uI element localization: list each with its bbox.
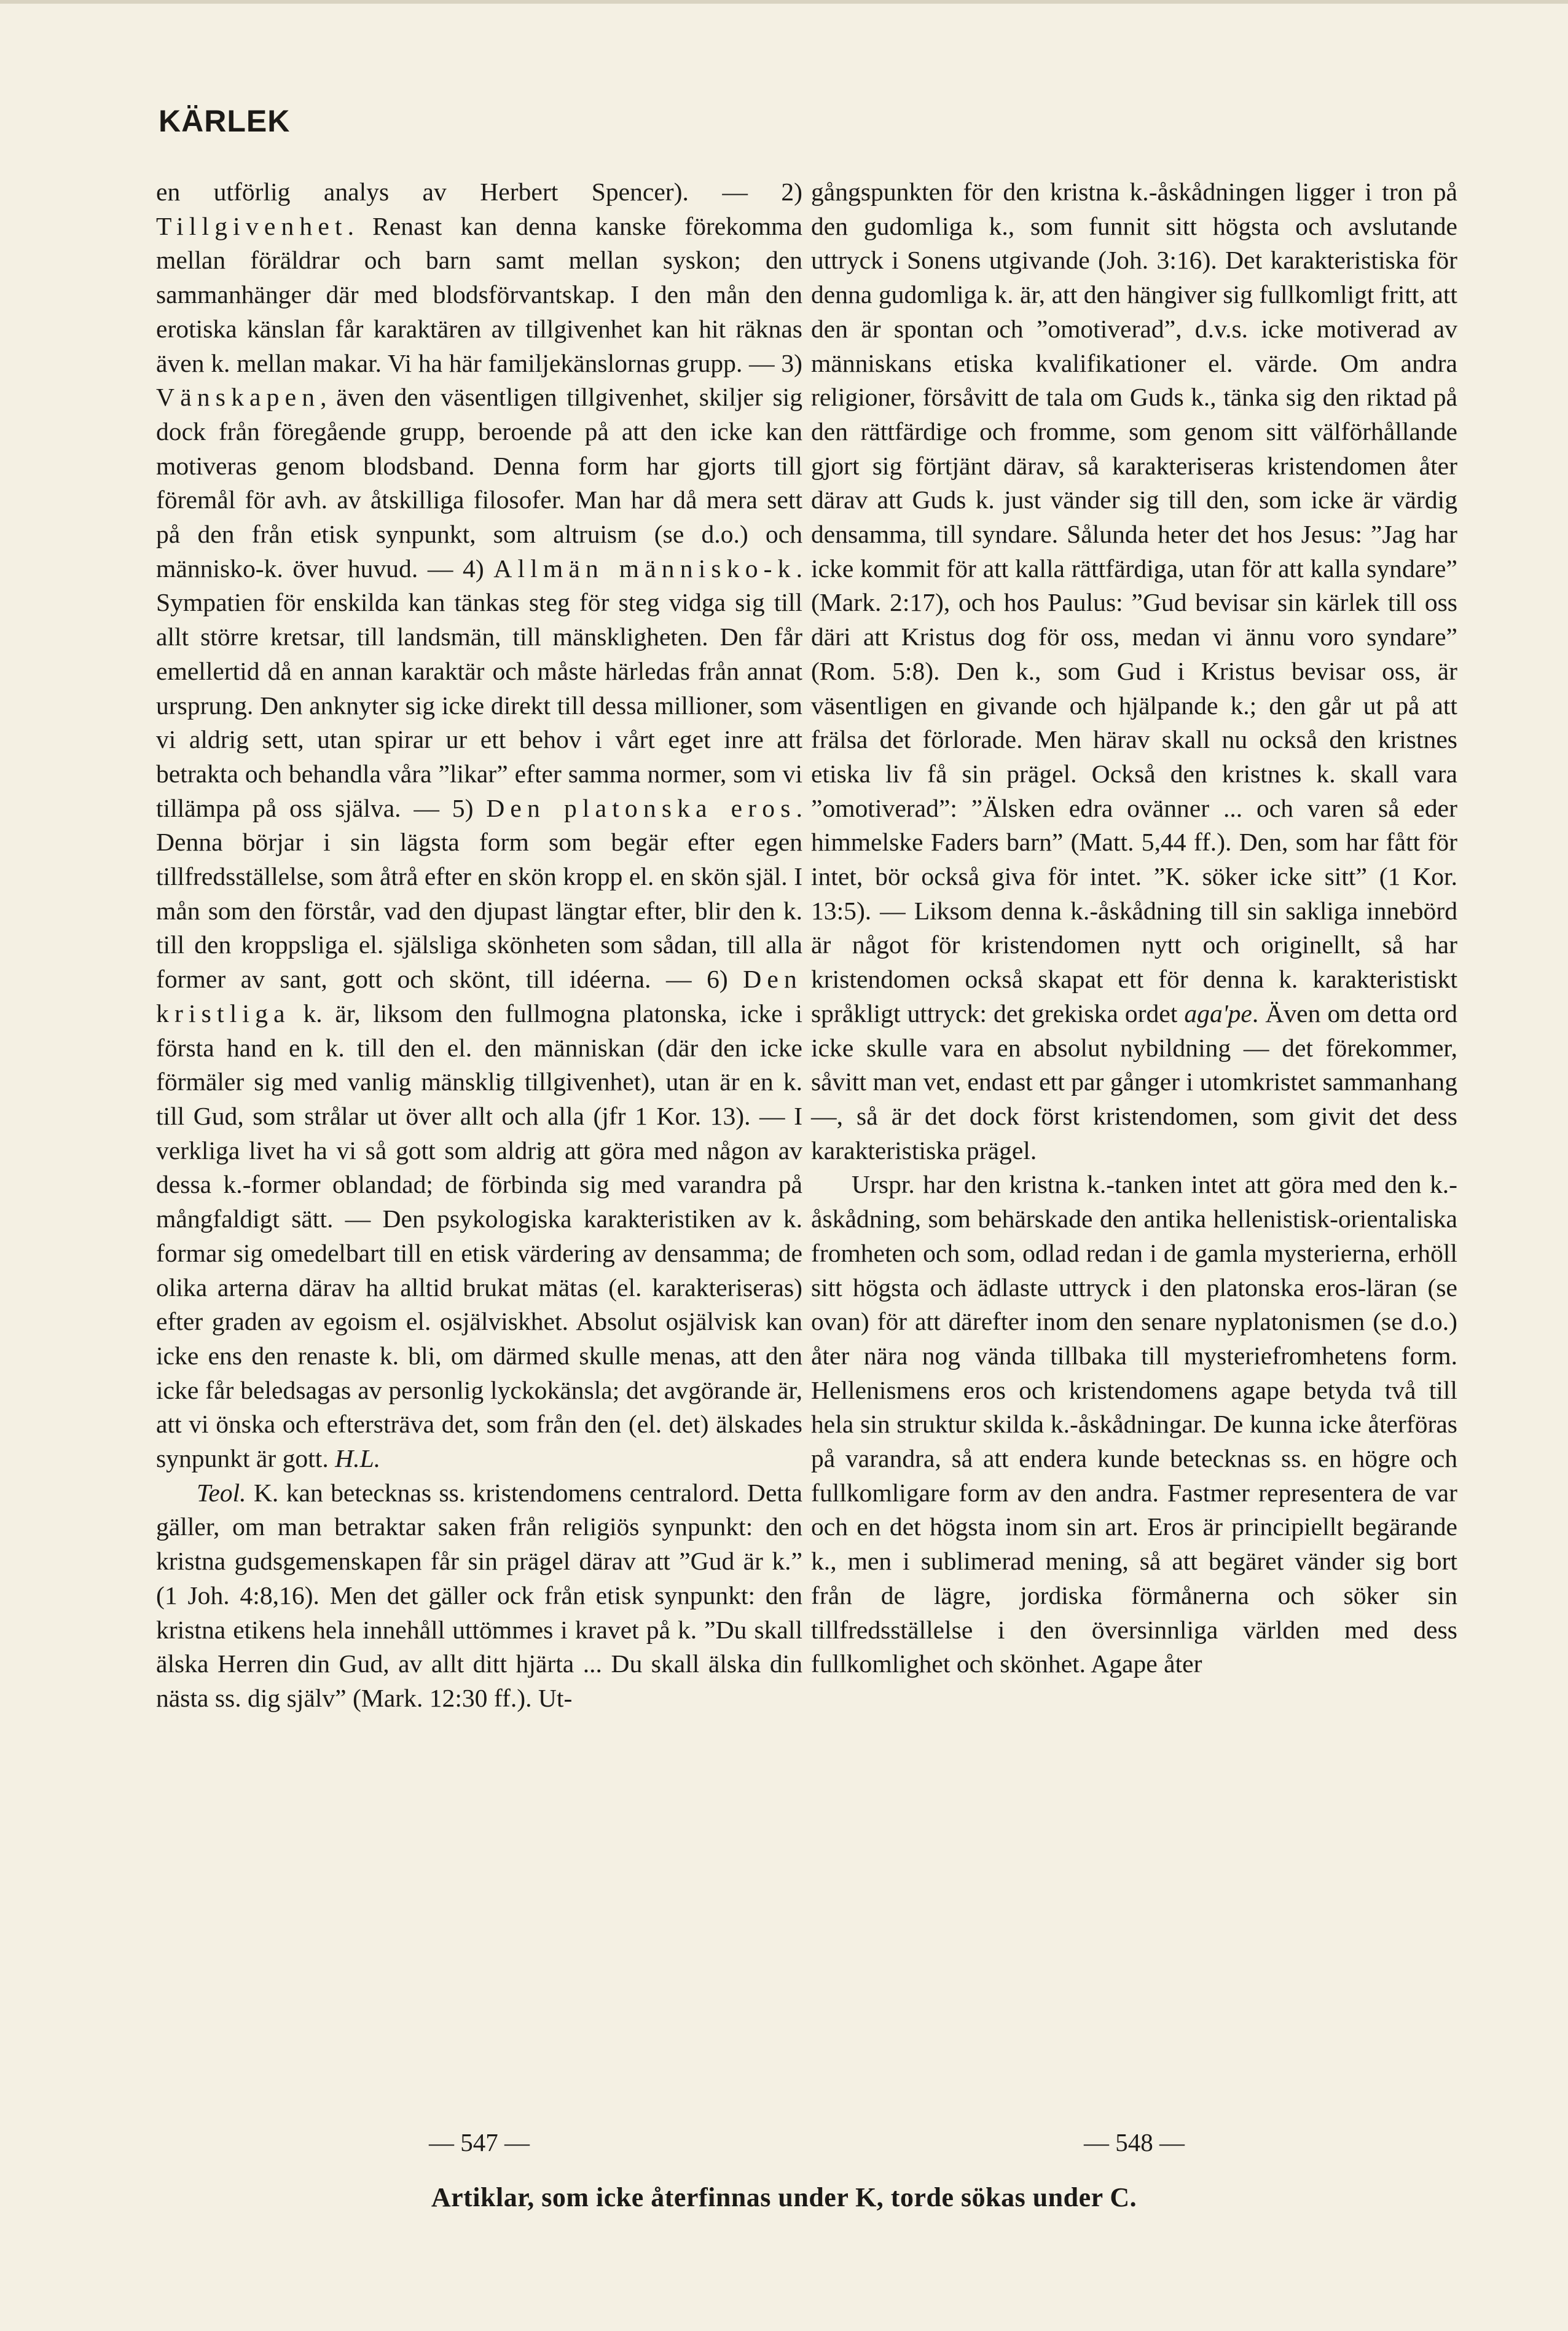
left-column (156, 175, 802, 1716)
paragraph-theology: Teol. K. kan betecknas ss. kristendomens centralord. Detta gäller, om man betraktar saken från religiös synpunkt: den kristna gudsgemenskapen får sin prägel därav att ”Gud är k.” (1 Joh. 4:8,16). Men det gäller ock från etisk synpunkt: den kristna etikens hela innehåll uttömmes i kravet på k. ”Du skall älska Herren din Gud, av allt ditt hjärta ... Du skall älska din nästa ss. dig själv” (Mark. 12:30 ff.). Ut- (156, 1478, 802, 1712)
page-number-left: — 547 — (429, 2128, 530, 2156)
term-vanskapen: Vänskapen (156, 383, 321, 412)
paragraph-eros-agape: Urspr. har den kristna k.-tanken intet att göra med den k.-åskådning, som behärskade den antika hellenistisk-orientaliska fromheten och som, odlad redan i de gamla mysterierna, erhöll sitt högsta och ädlaste uttryck i den platonska eros-läran (se ovan) för att därefter inom den senare nyplatonismen (se d.o.) åter nära nog vända tillbaka till mysteriefromhetens form. Hellenismens eros och kristendomens agape betyda två till hela sin struktur skilda k.-åskådningar. De kunna icke återföras på varandra, så att endera kunde betecknas ss. en högre och fullkomligare form av den andra. Fastmer representera de var och en det högsta inom sin art. Eros är principiellt begärande k., men i sublimerad mening, så att begäret vänder sig bort från de lägre, jordiska förmånerna och söker sin tillfredsställelse i den översinnliga världen med dess fullkomlighet och skönhet. Agape åter (811, 1170, 1457, 1678)
term-allman-manniskokarlek: Allmän människo-k (493, 554, 796, 583)
term-agape: aga'pe (1184, 999, 1252, 1028)
author-signature: H.L. (335, 1444, 381, 1473)
term-kristliga: Den kristliga (156, 965, 802, 1028)
paragraph-christian-love: gångspunkten för den kristna k.-åskådningen ligger i tron på den gudomliga k., som funnit sitt högsta och avslutande uttryck i Sonens utgivande (Joh. 3:16). Det karakteristiska för denna gudomliga k. är, att den hängiver sig fullkomligt fritt, att den är spontan och ”omotiverad”, d.v.s. icke motiverad av människans etiska kvalifikationer el. värde. Om andra religioner, försåvitt de tala om Guds k., tänka sig den riktad på den rättfärdige och fromme, som genom sitt välförhållande gjort sig förtjänt därav, så karakteriseras kristendomen åter därav att Guds k. just vänder sig till den, som icke är värdig densamma, till syndare. Sålunda heter det hos Jesus: ”Jag har icke kommit för att kalla rättfärdiga, utan för att kalla syndare” (Mark. 2:17), och hos Paulus: ”Gud bevisar sin kärlek till oss däri att Kristus dog för oss, medan vi ännu voro syndare” (Rom. 5:8). Den k., som Gud i Kristus bevisar oss, är väsentligen en givande och hjälpande k.; den går ut på att frälsa det förlorade. Men härav skall nu också den kristnes etiska liv få sin prägel. Också den kristnes k. skall vara ”omotiverad”: ”Älsken edra ovänner ... och varen så eder himmelske Faders barn” (Matt. 5,44 ff.). Den, som har fått för intet, bör också giva för intet. ”K. söker icke sitt” (1 Kor. 13:5). — Liksom denna k.-åskådning till sin sakliga innebörd är något för kristendomen nytt och originellt, så har kristendomen också skapat ett för denna k. karakteristiskt språkligt uttryck: det grekiska ordet aga'pe. Även om detta ord icke skulle vara en absolut nybildning — det förekommer, såvitt man vet, endast ett par gånger i utomkristet sammanhang —, så är det dock först kristendomen, som givit det dess karakteristiska prägel. (811, 178, 1457, 1165)
footer-note: Artiklar, som icke återfinnas under K, torde sökas under C. (431, 2182, 1137, 2212)
top-edge (0, 0, 1568, 4)
page-number-right: — 548 — (1084, 2128, 1185, 2156)
term-tillgivenhet: Tillgivenhet (156, 211, 348, 240)
running-head: KÄRLEK (159, 104, 291, 138)
section-label-teol: Teol. (197, 1478, 246, 1507)
paragraph-psychology: en utförlig analys av Herbert Spencer). — 2) Tillgivenhet. Renast kan denna kanske förekomma mellan föräldrar och barn samt mellan syskon; den sammanhänger där med blodsförvantskap. I den mån den erotiska känslan får karaktären av tillgivenhet kan hit räknas även k. mellan makar. Vi ha här familjekänslornas grupp. — 3) Vänskapen, även den väsentligen tillgivenhet, skiljer sig dock från föregående grupp, beroende på att den icke kan motiveras genom blodsband. Denna form har gjorts till föremål för avh. av åtskilliga filosofer. Man har då mera sett på den från etisk synpunkt, som altruism (se d.o.) och människo-k. över huvud. — 4) Allmän människo-k. Sympatien för enskilda kan tänkas steg för steg vidga sig till allt större kretsar, till landsmän, till mänskligheten. Den får emellertid då en annan karaktär och måste härledas från annat ursprung. Den anknyter sig icke direkt till dessa millioner, som vi aldrig sett, utan spirar ur ett behov i vårt eget inre att betrakta och behandla våra ”likar” efter samma normer, som vi tillämpa på oss själva. — 5) Den platonska eros. Denna börjar i sin lägsta form som begär efter egen tillfredsställelse, som åtrå efter en skön kropp el. en skön själ. I mån som den förstår, vad den djupast längtar efter, blir den k. till den kroppsliga el. själsliga skönheten som sådan, till alla former av sant, gott och skönt, till idéerna. — 6) Den kristliga k. är, liksom den fullmogna platonska, icke i första hand en k. till den el. den människan (där den icke förmäler sig med vanlig mänsklig tillgivenhet), utan är en k. till Gud, som strålar ut över allt och alla (jfr 1 Kor. 13). — I verkliga livet ha vi så gott som aldrig att göra med någon av dessa k.-former oblandad; de förbinda sig med varandra på mångfaldigt sätt. — Den psykologiska karakteristiken av k. formar sig omedelbart till en etisk värdering av densamma; de olika arterna därav ha alltid brukat mätas (el. karakteriseras) efter graden av egoism el. osjälviskhet. Absolut osjälvisk kan icke ens den renaste k. bli, om därmed skulle menas, att den icke får beledsagas av personlig lyckokänsla; det avgörande är, att vi önska och eftersträva det, som från den (el. det) älskades synpunkt är gott. H.L. (156, 178, 802, 1473)
right-column (811, 175, 1457, 1681)
term-platonska-eros: Den platonska eros (486, 793, 796, 822)
